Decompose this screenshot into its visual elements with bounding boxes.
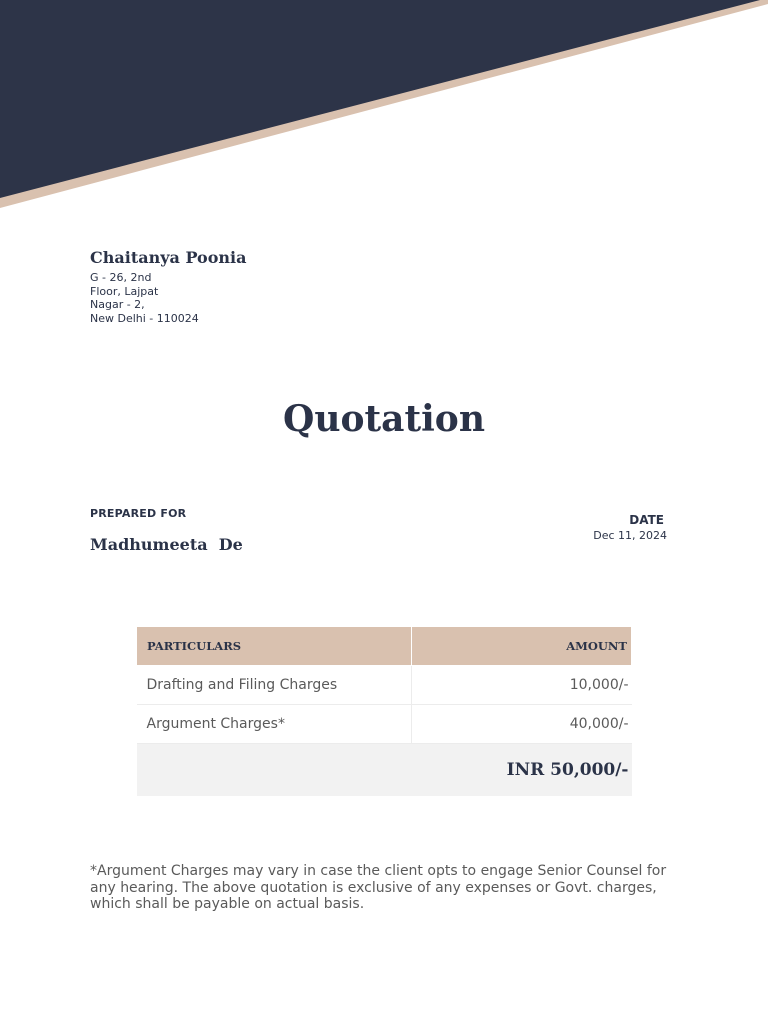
table-row <box>137 666 632 705</box>
amount-cell: 10,000/- <box>412 666 632 705</box>
footnote: *Argument Charges may vary in case the client opts to engage Senior Counsel for any hearing. The above quotation is exclusive of any expenses or Govt. charges, which shall be payable on actual basis. <box>90 863 667 912</box>
address-line: G - 26, 2nd <box>90 271 152 284</box>
address-line: Floor, Lajpat <box>90 284 159 298</box>
particulars-cell: Argument Charges* <box>137 705 412 744</box>
particulars-cell: Drafting and Filing Charges <box>137 666 412 705</box>
sender-block <box>90 248 246 325</box>
date-value: Dec 11, 2024 <box>593 529 667 542</box>
particulars-header: PARTICULARS <box>137 627 412 666</box>
amount-cell: 40,000/- <box>412 705 632 744</box>
header-decoration <box>0 0 768 215</box>
sender-name: Chaitanya Poonia <box>90 248 247 267</box>
address-line: Nagar - 2, <box>90 298 145 311</box>
amount-header: AMOUNT <box>412 627 632 666</box>
date-block <box>593 513 667 542</box>
total-row <box>137 744 632 797</box>
table-header-row <box>137 627 632 666</box>
sender-address <box>90 271 246 325</box>
total-amount: INR 50,000/- <box>137 744 632 797</box>
client-name: Madhumeeta De <box>90 535 243 554</box>
quotation-table <box>136 626 632 796</box>
document-title: Quotation <box>283 398 485 440</box>
address-line: New Delhi - 110024 <box>90 311 199 325</box>
table-row <box>137 705 632 744</box>
prepared-for-label: PREPARED FOR <box>90 507 187 520</box>
date-label: DATE <box>629 513 664 527</box>
